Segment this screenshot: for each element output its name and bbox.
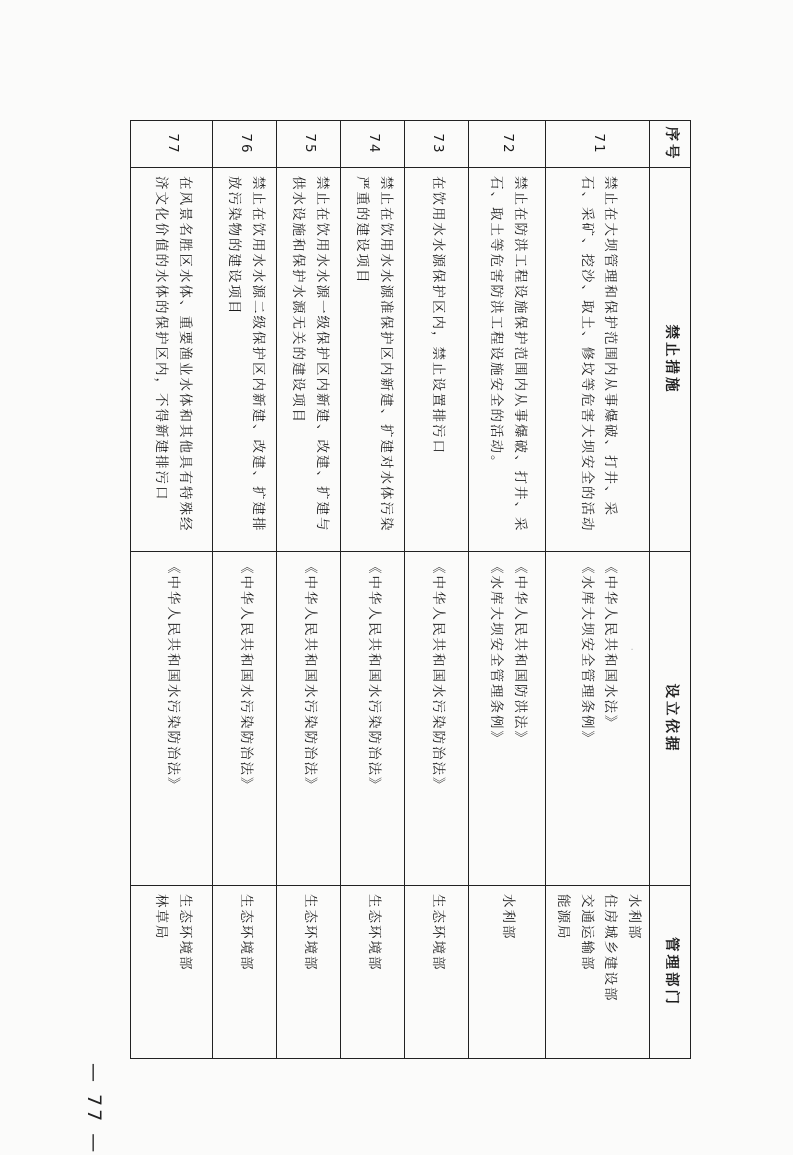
basis-line: 《水库大坝安全管理条例》 [578, 560, 595, 746]
prohibition-table [131, 120, 692, 1059]
row-measure: 禁止在饮用水水源准保护区内新建、扩建对水体污染严重的建设项目 [341, 168, 405, 552]
row-basis [405, 552, 469, 886]
row-measure: 在饮用水水源保护区内，禁止设置排污口 [405, 168, 469, 552]
row-measure: 禁止在饮用水水源一级保护区内新建、改建、扩建与供水设施和保护水源无关的建设项目 [277, 168, 341, 552]
row-no: 72 [469, 121, 546, 168]
dept-line: 林草局 [153, 894, 169, 941]
basis-line: 《中华人民共和国水污染防治法》 [365, 560, 382, 793]
row-no: 76 [213, 121, 277, 168]
row-basis [213, 552, 277, 886]
row-basis [341, 552, 405, 886]
row-no: 74 [341, 121, 405, 168]
page-number: — 77 — [83, 1063, 105, 1155]
dept-line: 生态环境部 [301, 894, 318, 972]
header-measure: 禁止措施 [650, 168, 691, 552]
dept-line: 能源局 [555, 894, 572, 941]
table-row [131, 121, 213, 1059]
row-measure: 在风景名胜区水体、重要渔业水体和其他具有特殊经济文化价值的水体的保护区内，不得新建排污口 [131, 168, 213, 552]
row-dept [131, 886, 213, 1059]
row-no: 75 [277, 121, 341, 168]
header-row [650, 121, 691, 1059]
row-no: 71 [546, 121, 650, 168]
row-basis [469, 552, 546, 886]
header-basis: 设立依据 [650, 552, 691, 886]
dept-line: 水利部 [626, 894, 642, 941]
basis-line: 《水库大坝安全管理条例》 [488, 560, 505, 746]
row-no: 73 [405, 121, 469, 168]
row-dept [546, 886, 650, 1059]
dept-line: 住房城乡建设部 [602, 894, 619, 1003]
row-measure: 禁止在大坝管理和保护范围内从事爆破、打井、采石、采矿、挖沙、取土、修坟等危害大坝安全的活动 [546, 168, 650, 552]
row-basis [546, 552, 650, 886]
basis-line: 《中华人民共和国水污染防治法》 [164, 560, 181, 793]
row-basis [277, 552, 341, 886]
row-dept [405, 886, 469, 1059]
table-row [213, 121, 277, 1059]
basis-line: 《中华人民共和国水污染防治法》 [429, 560, 446, 793]
dept-line: 生态环境部 [365, 894, 382, 972]
table-row [469, 121, 546, 1059]
basis-line: 《中华人民共和国防洪法》 [512, 560, 529, 746]
basis-line: 《中华人民共和国水法》 [602, 560, 619, 731]
row-measure: 禁止在防洪工程设施保护范围内从事爆破、打井、采石、取土等危害防洪工程设施安全的活动。 [469, 168, 546, 552]
row-no: 77 [131, 121, 213, 168]
dept-line: 交通运输部 [578, 894, 595, 972]
row-dept [213, 886, 277, 1059]
row-dept [277, 886, 341, 1059]
table-row [546, 121, 650, 1059]
dept-line: 生态环境部 [176, 894, 193, 972]
basis-line: 《中华人民共和国水污染防治法》 [237, 560, 254, 793]
dept-line: 生态环境部 [429, 894, 446, 972]
dept-line: 水利部 [500, 894, 517, 941]
scan-speck: · [627, 648, 636, 651]
table-row [277, 121, 341, 1059]
table-row [341, 121, 405, 1059]
row-basis [131, 552, 213, 886]
row-dept [341, 886, 405, 1059]
dept-line: 生态环境部 [237, 894, 254, 972]
header-no: 序号 [650, 121, 691, 168]
row-dept [469, 886, 546, 1059]
basis-line: 《中华人民共和国水污染防治法》 [301, 560, 318, 793]
table-row [405, 121, 469, 1059]
header-dept: 管理部门 [650, 886, 691, 1059]
row-measure: 禁止在饮用水水源二级保护区内新建、改建、扩建排放污染物的建设项目 [213, 168, 277, 552]
